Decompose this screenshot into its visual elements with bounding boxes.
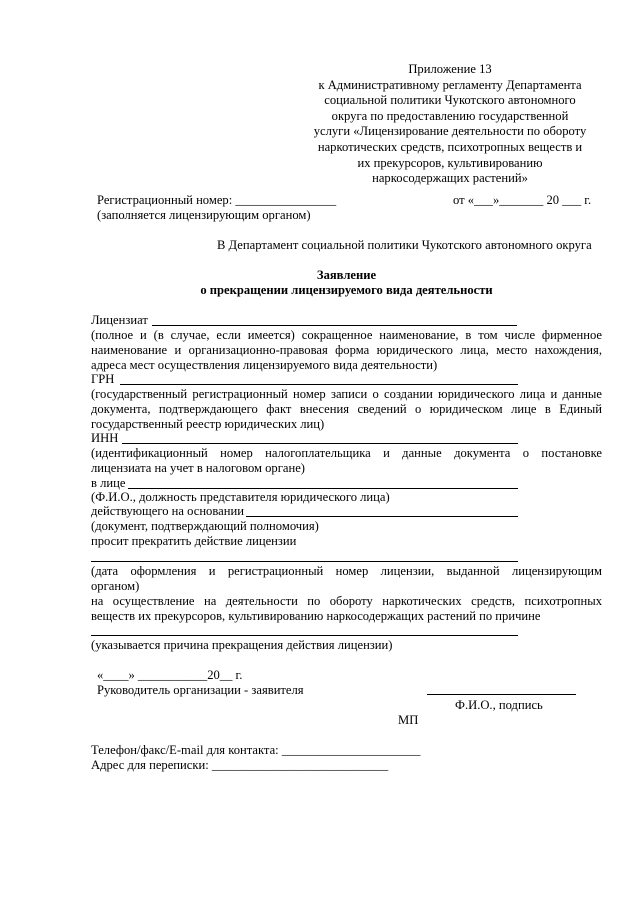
licensee-line (152, 325, 517, 326)
ogrn-hint: государственный реестр юридических лиц) (91, 417, 325, 431)
appendix-header (300, 62, 600, 187)
stamp-label: МП (398, 713, 419, 727)
appendix-line: их прекурсоров, культивированию (357, 155, 543, 170)
signature-line (427, 694, 576, 695)
document-subtitle: о прекращении лицензируемого вида деятельности (200, 283, 493, 297)
basis-hint: (документ, подтверждающий полномочия) (91, 519, 319, 533)
inn-label: ИНН (91, 431, 119, 445)
basis-label: действующего на основании (91, 504, 244, 518)
person-hint: (Ф.И.О., должность представителя юридического лица) (91, 490, 390, 504)
ogrn-label: ГРН (91, 372, 115, 386)
basis-line (246, 516, 518, 517)
reason-hint: (указывается причина прекращения действия лицензии) (91, 638, 393, 652)
appendix-line: услуги «Лицензирование деятельности по обороту (313, 124, 587, 139)
activity-text: веществ их прекурсоров, культивированию наркосодержащих растений по причине (91, 609, 541, 623)
request-text: просит прекратить действие лицензии (91, 534, 297, 548)
license-line (91, 561, 518, 562)
appendix-line: Приложение 13 (408, 62, 492, 76)
document-title: Заявление (316, 268, 377, 282)
reason-line (91, 635, 518, 636)
appendix-line: социальной политики Чукотского автономного (324, 93, 576, 108)
licensee-hint: адреса мест осуществления лицензируемого вида деятельности) (91, 358, 438, 372)
signature-date: «____» ___________20__ г. (97, 668, 243, 682)
appendix-line: округа по предоставлению государственной (331, 108, 569, 123)
head-label: Руководитель организации - заявителя (97, 683, 304, 697)
inn-line (122, 443, 518, 444)
addressee: В Департамент социальной политики Чукотского автономного округа (217, 238, 592, 252)
person-line (128, 488, 518, 489)
registration-date: от «___»_______ 20 ___ г. (453, 193, 592, 207)
inn-hint: (идентификационный номер налогоплательщика и данные документа о постановке (91, 446, 602, 460)
license-hint: (дата оформления и регистрационный номер лицензии, выданной лицензирующим (91, 564, 602, 578)
license-hint: органом) (91, 579, 140, 593)
contact-address: Адрес для переписки: ____________________________ (91, 758, 389, 772)
person-label: в лице (91, 476, 126, 490)
appendix-line: к Административному регламенту Департамента (318, 77, 582, 92)
appendix-line: наркосодержащих растений» (372, 171, 528, 186)
fio-signature-hint: Ф.И.О., подпись (455, 698, 543, 712)
ogrn-hint: (государственный регистрационный номер записи о создании юридического лица и данные (91, 387, 602, 401)
licensee-label: Лицензиат (91, 313, 148, 327)
inn-hint: лицензиата на учет в налоговом органе) (91, 461, 305, 475)
registration-number: Регистрационный номер: ________________ (97, 193, 337, 207)
ogrn-line (120, 384, 518, 385)
licensee-hint: наименование и организационно-правовая форма юридического лица, место нахождения, (91, 343, 602, 357)
activity-text: на осуществление на деятельности по обороту наркотических средств, психотропных (91, 594, 602, 608)
contact-phone: Телефон/факс/E-mail для контакта: ______________________ (91, 743, 421, 757)
licensee-hint: (полное и (в случае, если имеется) сокращенное наименование, в том числе фирменное (91, 328, 602, 342)
appendix-line: наркотических средств, психотропных веществ и (317, 139, 583, 154)
ogrn-hint: документа, подтверждающего факт внесения сведений о юридическом лице в Единый (91, 402, 602, 416)
registration-note: (заполняется лицензирующим органом) (97, 208, 311, 222)
